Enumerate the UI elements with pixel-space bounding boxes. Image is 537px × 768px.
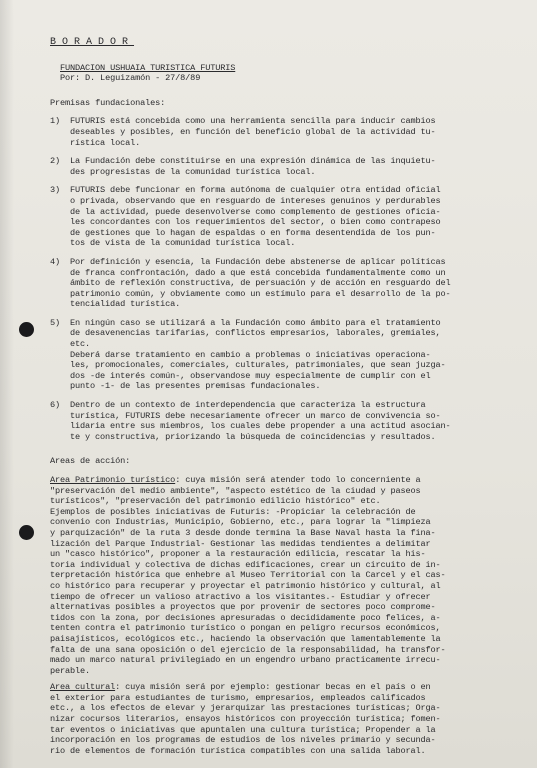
premise-line: Deberá darse tratamiento en cambio a problemas o iniciativas operaciona- xyxy=(70,349,431,360)
premise-line: Por definición y esencia, la Fundación debe abstenerse de aplicar políticas xyxy=(70,256,446,267)
heritage-line: tidos con la zona, por decisiones apresuradas o decididamente poco felices, a- xyxy=(50,612,441,623)
heritage-line: paisajísticos, ecológicos etc., haciendo la observación que lamentablemente la xyxy=(50,633,441,644)
heritage-line: alternativas posibles a proyectos que por provenir de sectores poco comprome- xyxy=(50,602,436,613)
premise-line: de gestiones que lo hagan de espaldas o en forma desentendida de los pun- xyxy=(70,227,436,238)
heritage-line: Ejemplos de posibles iniciativas de Futuris: -Propiciar la celebración de xyxy=(50,506,416,517)
premise-line: Dentro de un contexto de interdependencia que caracteriza la estructura xyxy=(70,400,426,411)
premise-line: tencialidad turística. xyxy=(70,299,181,310)
heritage-line: terpretación histórica que enhebre al Museo Territorial con la Carcel y el cas- xyxy=(50,570,446,581)
premise-line: En ningún caso se utilizará a la Fundación como ámbito para el tratamiento xyxy=(70,317,441,328)
heritage-line: tenten contra el patrimonio turístico o pongan en peligro recursos económicos, xyxy=(50,623,441,634)
premise-line: les concordantes con los requerimientos del sector, o bien como contrapeso xyxy=(70,217,441,228)
premise-item xyxy=(50,156,520,177)
premise-item xyxy=(50,185,520,249)
premise-line: FUTURIS debe funcionar en forma autónoma de cualquier otra entidad oficial xyxy=(70,185,441,196)
heritage-line: co histórico para recuperar y proyectar el patrimonio histórico y cultural, al xyxy=(50,580,441,591)
premise-line: dos -de interés común-, observandose muy especialmente de cumplir con el xyxy=(70,370,431,381)
premises-title: Premisas fundacionales: xyxy=(50,97,166,108)
premise-line: punto -1- de las presentes premisas fundacionales. xyxy=(70,381,321,392)
heritage-line: lización del Parque Industrial- Gestionar las medidas tendientes a delimitar xyxy=(50,538,431,549)
premise-line: de desavenencias tarifarias, conflictos empresarios, laborales, gremiales, xyxy=(70,328,441,339)
premise-item xyxy=(50,318,520,392)
punch-hole-bottom xyxy=(19,525,34,540)
heritage-lines xyxy=(50,486,520,677)
premise-item xyxy=(50,116,520,148)
areas-title: Areas de acción: xyxy=(50,456,131,467)
heritage-line: turísticos", "preservación del patrimonio edilicio histórico" etc. xyxy=(50,496,381,507)
premise-number: 3) xyxy=(50,185,61,196)
heritage-line: mado un marco natural privilegiado en un engendro urbano practicamente irrecu- xyxy=(50,655,441,666)
foundation-line: FUNDACION USHUAIA TURISTICA FUTURIS xyxy=(60,62,236,73)
culture-first-line xyxy=(50,682,520,693)
culture-line: el exterior para estudiantes de turismo, empresarios, empleados calificados xyxy=(50,692,426,703)
heritage-line: perable. xyxy=(50,665,91,676)
premise-item xyxy=(50,257,520,310)
draft-label: BORADOR xyxy=(50,37,135,48)
heritage-line: "preservación del medio ambiente", "aspecto estético de la ciudad y paseos xyxy=(50,485,421,496)
heritage-first-line xyxy=(50,475,520,486)
premise-item xyxy=(50,400,520,442)
premise-line: tos de vista de la comunidad turística local. xyxy=(70,238,296,249)
premise-line: FUTURIS está concebida como una herramienta sencilla para inducir cambios xyxy=(70,116,436,127)
heritage-line: falta de una sana oposición o del ejercicio de la responsabilidad, ha transfor- xyxy=(50,644,446,655)
premise-number: 1) xyxy=(50,116,61,127)
premise-line: o privada, observando que en resguardo de intereses genuinos y perdurables xyxy=(70,195,441,206)
culture-line: tar eventos o iniciativas que apuntalen una cultura turística; Propender a la xyxy=(50,724,436,735)
premise-line: lidaria entre sus miembros, los cuales debe propender a una actitud asocian- xyxy=(70,421,451,432)
culture-line: nizar cocursos literarios, ensayos históricos con proyección turística; fomen- xyxy=(50,714,441,725)
premise-number: 4) xyxy=(50,256,61,267)
premise-line: La Fundación debe constituirse en una expresión dinámica de las inquietu- xyxy=(70,156,436,167)
premise-number: 6) xyxy=(50,400,61,411)
culture-area-label: Area cultural xyxy=(50,682,116,693)
heritage-area xyxy=(50,475,520,676)
culture-line: etc., a los efectos de elevar y jerarquizar las prestaciones turísticas; Orga- xyxy=(50,703,441,714)
premise-line: turística, FUTURIS debe necesariamente ofrecer un marco de convivencia so- xyxy=(70,410,441,421)
premise-number: 5) xyxy=(50,317,61,328)
heritage-area-label: Area Patrimonio turístico xyxy=(50,475,176,485)
heritage-line: convenio con Industrias, Municipio, Gobierno, etc., para lograr la "limpieza xyxy=(50,517,431,528)
culture-line: incorporación en los programas de estudios de los niveles primario y secunda- xyxy=(50,735,436,746)
premise-line: te y constructiva, priorizando la búsqueda de coincidencias y resultados. xyxy=(70,431,436,442)
heritage-line: tiempo de ofrecer un valioso atractivo a los visitantes.- Estudiar y ofrecer xyxy=(50,591,431,602)
heritage-line: y parquización" de la ruta 3 desde donde termina la Base Naval hasta la fina- xyxy=(50,527,436,538)
author-line: Por: D. Leguizamón - 27/8/89 xyxy=(60,73,201,84)
page-edge-shadow xyxy=(0,0,14,768)
heritage-line-0: : cuya misión será atender todo lo concerniente a xyxy=(175,475,421,485)
culture-line-0: : cuya misión será por ejemplo: gestionar becas en el país o en xyxy=(115,682,431,693)
culture-line: rio de elementos de formación turística compatibles con una salida laboral. xyxy=(50,745,426,756)
punch-hole-top xyxy=(19,322,34,337)
culture-area xyxy=(50,682,520,756)
premise-line: rística local. xyxy=(70,137,141,148)
heritage-line: un "casco histórico", proponer a la restauración edilicia, rescatar la his- xyxy=(50,549,426,560)
premise-line: les, promocionales, comerciales, culturales, patrimoniales, que sean juzga- xyxy=(70,360,446,371)
heritage-line: toria individual y colectiva de dichas edificaciones, crear un circuito de in- xyxy=(50,559,441,570)
culture-lines xyxy=(50,693,520,757)
premise-line: des progresistas de la comunidad turística local. xyxy=(70,166,316,177)
premise-line: ámbito de reflexión constructiva, de persuación y de acción en resguardo del xyxy=(70,278,451,289)
document-body xyxy=(50,38,520,756)
premise-line: de la actividad, puede desenvolverse como complemento de gestiones oficia- xyxy=(70,206,441,217)
premise-number: 2) xyxy=(50,156,61,167)
premises-list xyxy=(50,116,520,442)
premise-line: deseables y posibles, en función del beneficio global de la actividad tu- xyxy=(70,126,436,137)
premise-line: de franca confrontación, dado a que está concebida fundamentalmente como un xyxy=(70,267,446,278)
premise-line: etc. xyxy=(70,339,91,350)
premise-line: patrimonio común, y obviamente como un estímulo para el desarrollo de la po- xyxy=(70,288,451,299)
